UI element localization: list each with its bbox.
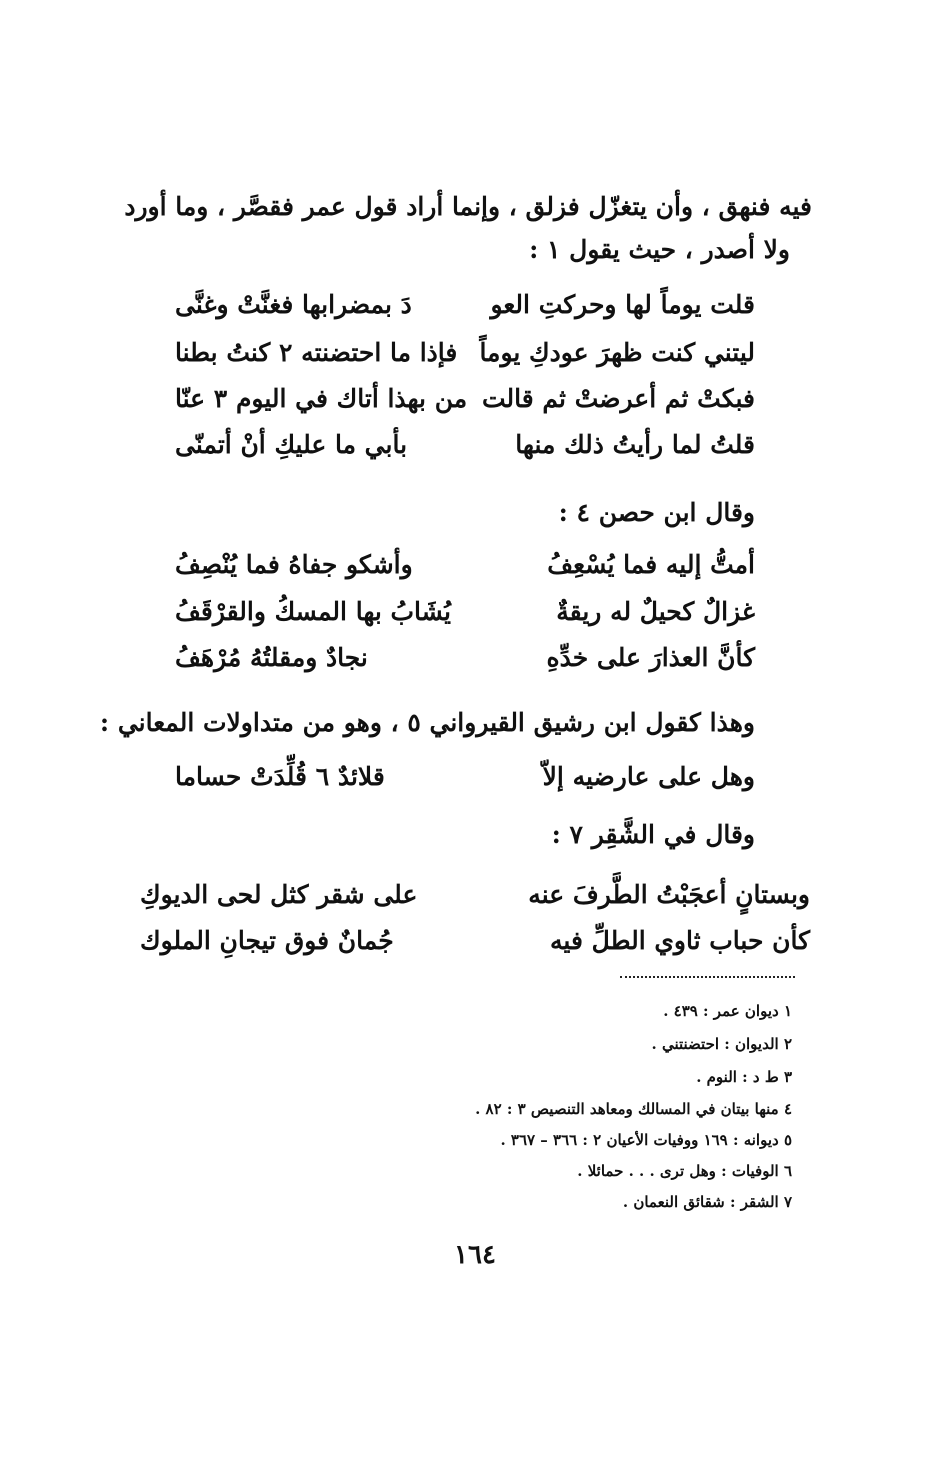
hemistich-left: نجادٌ ومقلتُهُ مُرْهَفُ	[175, 643, 368, 672]
intro-ibn-hisn: وقال ابن حصن ٤ :	[558, 498, 755, 527]
intro-ibn-rashiq: وهذا كقول ابن رشيق القيرواني ٥ ، وهو من متداولات المعاني :	[99, 708, 755, 737]
hemistich-right: غزالٌ كحيلٌ له ريقةٌ	[556, 597, 755, 626]
hemistich-left: بأبي ما عليكِ أنْ أتمنّى	[175, 430, 408, 459]
footnote-3: ٣ ط د : النوم .	[696, 1068, 792, 1086]
footnote-separator	[620, 976, 795, 978]
hemistich-left: على شقر كثل لحى الديوكِ	[140, 880, 418, 909]
footnote-5: ٥ ديوانه : ١٦٩ ووفيات الأعيان ٢ : ٣٦٦ – ٣٦٧ .	[500, 1131, 792, 1149]
hemistich-right: وهل على عارضيه إلاّ	[542, 762, 755, 791]
hemistich-right: ليتني كنت ظهرَ عودكِ يوماً	[479, 338, 755, 367]
verse-1-4	[155, 430, 755, 464]
hemistich-left: من بهذا أتاك في اليوم ٣ عنّا	[175, 384, 468, 413]
footnote-7: ٧ الشقر : شقائق النعمان .	[622, 1193, 792, 1211]
hemistich-left: وأشكو جفاهُ فما يُنْصِفُ	[175, 550, 413, 579]
hemistich-right: فبكتْ ثم أعرضتْ ثم قالت	[481, 384, 755, 413]
verse-2-3	[155, 643, 755, 677]
footnote-4: ٤ منها بيتان في المسالك ومعاهد التنصيص ٣ : ٨٢ .	[475, 1100, 792, 1118]
verse-4-1	[120, 880, 810, 914]
intro-shaqir: وقال في الشَّقِر ٧ :	[551, 820, 755, 849]
hemistich-right: كأن حباب ثاوي الطلِّ فيه	[550, 926, 810, 955]
hemistich-left: دَ بمضرابها فغنَّتْ وغنَّى	[175, 290, 412, 319]
verse-1-2	[155, 338, 755, 372]
prose-line-1: فيه فنهق ، وأن يتغزّل فزلق ، وإنما أراد قول عمر فقصَّر ، وما أورد	[124, 192, 812, 221]
footnote-1: ١ ديوان عمر : ٤٣٩ .	[663, 1002, 792, 1020]
hemistich-left: يُشَابُ بها المسكُ والقرْقَفُ	[175, 597, 451, 626]
hemistich-left: جُمانٌ فوق تيجانِ الملوك	[140, 926, 394, 955]
hemistich-left: قلائدٌ ٦ قُلِّدَتْ حساما	[175, 762, 385, 791]
verse-4-2	[120, 926, 810, 960]
verse-1-3	[155, 384, 755, 418]
hemistich-right: قلت يوماً لها وحركتِ العو	[490, 290, 755, 319]
prose-line-2: ولا أصدر ، حيث يقول ١ :	[529, 235, 790, 264]
hemistich-left: فإذا ما احتضنته ٢ كنتُ بطنا	[175, 338, 458, 367]
verse-2-1	[155, 550, 755, 584]
hemistich-right: أمتُّ إليه فما يُسْعِفُ	[547, 550, 755, 579]
hemistich-right: كأنَّ العذارَ على خدِّهِ	[546, 643, 755, 672]
verse-2-2	[155, 597, 755, 631]
page-number: ١٦٤	[454, 1240, 496, 1270]
verse-1-1	[155, 290, 755, 324]
verse-3-1	[155, 762, 755, 796]
hemistich-right: وبستانٍ أعجَبْتُ الطَّرفَ عنه	[528, 880, 810, 909]
footnote-2: ٢ الديوان : احتضنتني .	[651, 1035, 792, 1053]
footnote-6: ٦ الوفيات : وهل ترى . . . حمائلا .	[577, 1162, 792, 1180]
hemistich-right: قلتُ لما رأيتُ ذلك منها	[515, 430, 755, 459]
